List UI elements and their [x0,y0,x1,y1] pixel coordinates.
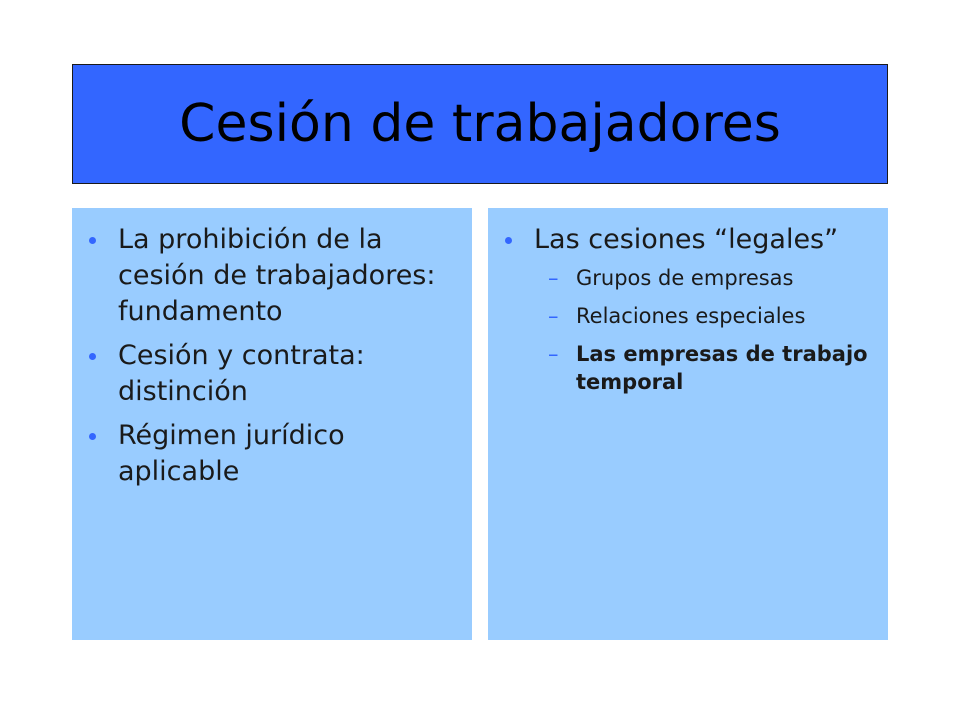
list-item [86,222,452,330]
sub-bullet-text: Relaciones especiales [576,304,806,328]
sub-bullet-text: Grupos de empresas [576,266,794,290]
bullet-icon [89,237,96,244]
slide-title: Cesión de trabajadores [179,94,781,154]
sub-list-item [534,264,868,292]
sub-list-item [534,302,868,330]
sub-list-item [534,340,868,396]
list-item [86,418,452,490]
bullet-icon [505,237,512,244]
list-item [86,338,452,410]
left-bullet-list [86,222,452,490]
bullet-text: Las cesiones “legales” [534,224,839,255]
bullet-text: Régimen jurídico aplicable [118,420,345,487]
right-content-panel [488,208,888,640]
bullet-icon [89,433,96,440]
bullet-text: La prohibición de la cesión de trabajadores: fundamento [118,224,436,327]
left-content-panel [72,208,472,640]
right-bullet-list [502,222,868,396]
bullet-icon [89,353,96,360]
sub-bullet-list [534,264,868,396]
dash-icon: – [548,342,559,366]
title-banner [72,64,888,184]
dash-icon: – [548,304,559,328]
bullet-text: Cesión y contrata: distinción [118,340,365,407]
sub-bullet-text: Las empresas de trabajo temporal [576,342,868,394]
list-item [502,222,868,396]
dash-icon: – [548,266,559,290]
